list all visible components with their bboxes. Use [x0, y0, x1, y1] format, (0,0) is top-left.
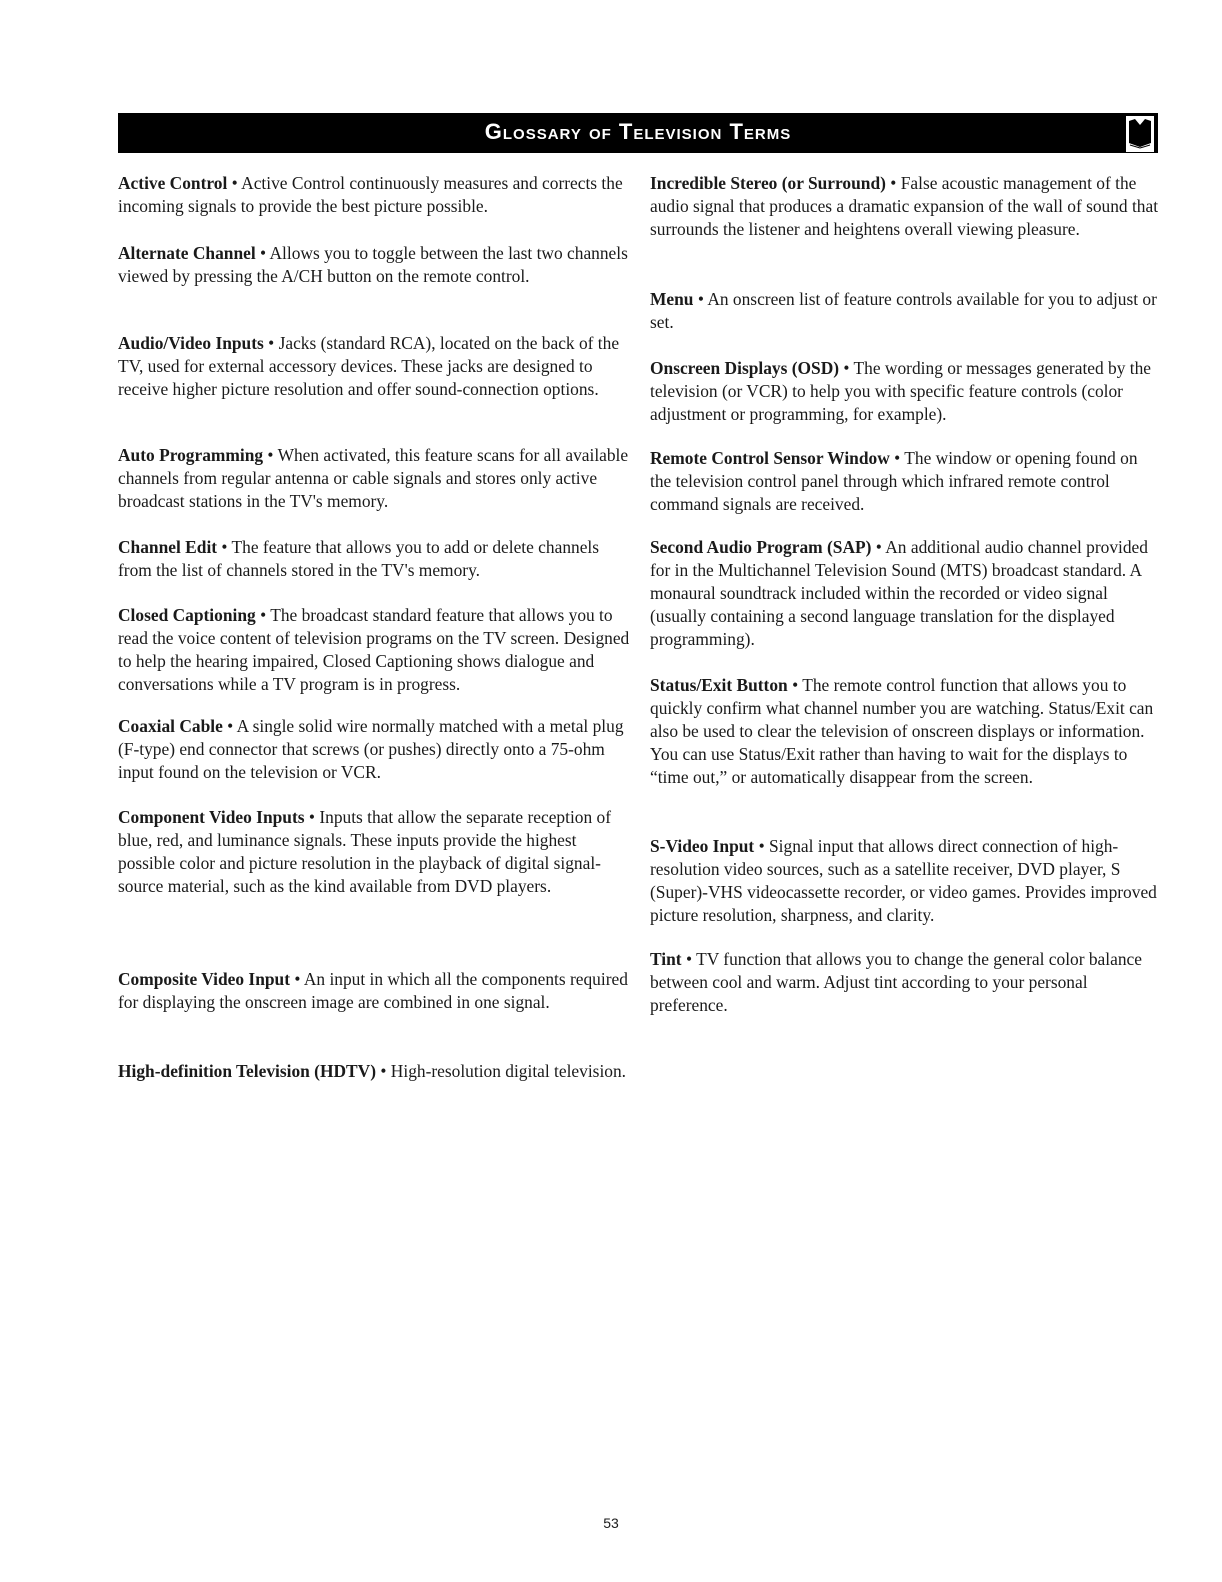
glossary-definition: When activated, this feature scans for all available channels from regular antenna or cable signals and stores only active broadcast stations in the TV's memory.	[118, 445, 629, 511]
glossary-entry	[650, 536, 1162, 651]
bullet-separator: •	[839, 358, 854, 378]
glossary-entry	[118, 1060, 630, 1083]
glossary-term: S-Video Input	[650, 836, 755, 856]
glossary-definition: False acoustic management of the audio signal that produces a dramatic expansion of the wall of sound that surrounds the listener and heightens overall viewing pleasure.	[650, 173, 1159, 239]
glossary-definition: The wording or messages generated by the television (or VCR) to help you with specific feature controls (color adjustment or programming, for example).	[650, 358, 1152, 424]
bullet-separator: •	[217, 537, 232, 557]
glossary-definition: Inputs that allow the separate reception of blue, red, and luminance signals. These inputs provide the highest possible color and picture resolution in the playback of digital signal-source material, such as the kind available from DVD players.	[118, 807, 611, 896]
glossary-entry	[650, 447, 1162, 516]
glossary-term: Auto Programming	[118, 445, 264, 465]
bullet-separator: •	[885, 173, 901, 193]
glossary-entry	[650, 357, 1162, 426]
glossary-term: Composite Video Input	[118, 969, 291, 989]
bullet-separator: •	[376, 1061, 391, 1081]
glossary-definition: An input in which all the components required for displaying the onscreen image are combined in one signal.	[118, 969, 628, 1012]
bullet-separator: •	[263, 333, 279, 353]
section-header	[118, 113, 1158, 153]
glossary-entry	[118, 536, 630, 582]
glossary-entry	[118, 242, 630, 288]
glossary-definition: An additional audio channel provided for in the Multichannel Television Sound (MTS) broadcast standard. A monaural soundtrack included within the recorded or video signal (usually containing a second language translation for the displayed programming).	[650, 537, 1148, 649]
glossary-definition: Active Control continuously measures and corrects the incoming signals to provide the best picture possible.	[118, 173, 623, 216]
glossary-definition: The remote control function that allows you to quickly confirm what channel number you are watching. Status/Exit can also be used to clear the television of onscreen displays or information. You can use Status/Exit rather than having to wait for the displays to “time out,” or automatically disappear from the screen.	[650, 675, 1154, 787]
bullet-separator: •	[222, 716, 237, 736]
glossary-definition: Allows you to toggle between the last two channels viewed by pressing the A/CH button on the remote control.	[118, 243, 628, 286]
glossary-entry	[118, 968, 630, 1014]
bullet-separator: •	[255, 243, 270, 263]
glossary-definition: An onscreen list of feature controls available for you to adjust or set.	[650, 289, 1157, 332]
book-icon	[1126, 116, 1154, 152]
glossary-term: Incredible Stereo (or Surround)	[650, 173, 886, 193]
glossary-entry	[118, 332, 630, 401]
glossary-entry	[118, 806, 630, 898]
glossary-term: Onscreen Displays (OSD)	[650, 358, 840, 378]
glossary-term: Component Video Inputs	[118, 807, 305, 827]
glossary-definition: A single solid wire normally matched with a metal plug (F-type) end connector that screws (or pushes) directly onto a 75-ohm input found on the television or VCR.	[118, 716, 624, 782]
glossary-term: Audio/Video Inputs	[118, 333, 264, 353]
bullet-separator: •	[255, 605, 271, 625]
glossary-term: Active Control	[118, 173, 228, 193]
glossary-term: Channel Edit	[118, 537, 218, 557]
glossary-term: Closed Captioning	[118, 605, 256, 625]
glossary-entry	[650, 835, 1162, 927]
glossary-definition: TV function that allows you to change the general color balance between cool and warm. Adjust tint according to your personal preference.	[650, 949, 1142, 1015]
glossary-entry	[118, 715, 630, 784]
glossary-definition: High-resolution digital television.	[390, 1061, 627, 1081]
bullet-separator: •	[754, 836, 770, 856]
glossary-term: Coaxial Cable	[118, 716, 223, 736]
bullet-separator: •	[681, 949, 697, 969]
bullet-separator: •	[693, 289, 708, 309]
glossary-entry	[118, 604, 630, 696]
glossary-term: Remote Control Sensor Window	[650, 448, 890, 468]
glossary-definition: Signal input that allows direct connection of high-resolution video sources, such as a satellite receiver, DVD player, S (Super)-VHS videocassette recorder, or video games. Provides improved picture resolution, sharpness, and clarity.	[650, 836, 1157, 925]
glossary-entry	[118, 444, 630, 513]
glossary-definition: The feature that allows you to add or delete channels from the list of channels stored in the TV's memory.	[118, 537, 600, 580]
glossary-definition: The window or opening found on the television control panel through which infrared remote control command signals are received.	[650, 448, 1138, 514]
glossary-entry	[650, 288, 1162, 334]
bullet-separator: •	[871, 537, 886, 557]
bullet-separator: •	[227, 173, 242, 193]
glossary-term: Second Audio Program (SAP)	[650, 537, 872, 557]
glossary-entry	[118, 172, 630, 218]
glossary-term: Menu	[650, 289, 694, 309]
glossary-entry	[650, 948, 1162, 1017]
glossary-definition: The broadcast standard feature that allows you to read the voice content of television programs on the TV screen. Designed to help the hearing impaired, Closed Captioning shows dialogue and conversations while a TV program is in progress.	[118, 605, 630, 694]
page-title: Glossary of Television Terms	[484, 119, 792, 144]
bullet-separator: •	[889, 448, 905, 468]
glossary-term: Alternate Channel	[118, 243, 256, 263]
bullet-separator: •	[263, 445, 278, 465]
bullet-separator: •	[290, 969, 304, 989]
glossary-definition: Jacks (standard RCA), located on the back of the TV, used for external accessory devices. These jacks are designed to receive higher picture resolution and offer sound-connection options.	[118, 333, 620, 399]
bullet-separator: •	[787, 675, 803, 695]
glossary-entry	[650, 172, 1162, 241]
glossary-term: Tint	[650, 949, 682, 969]
glossary-term: Status/Exit Button	[650, 675, 788, 695]
glossary-entry	[650, 674, 1162, 789]
glossary-term: High-definition Television (HDTV)	[118, 1061, 376, 1081]
bullet-separator: •	[304, 807, 320, 827]
page-number: 53	[603, 1515, 619, 1531]
